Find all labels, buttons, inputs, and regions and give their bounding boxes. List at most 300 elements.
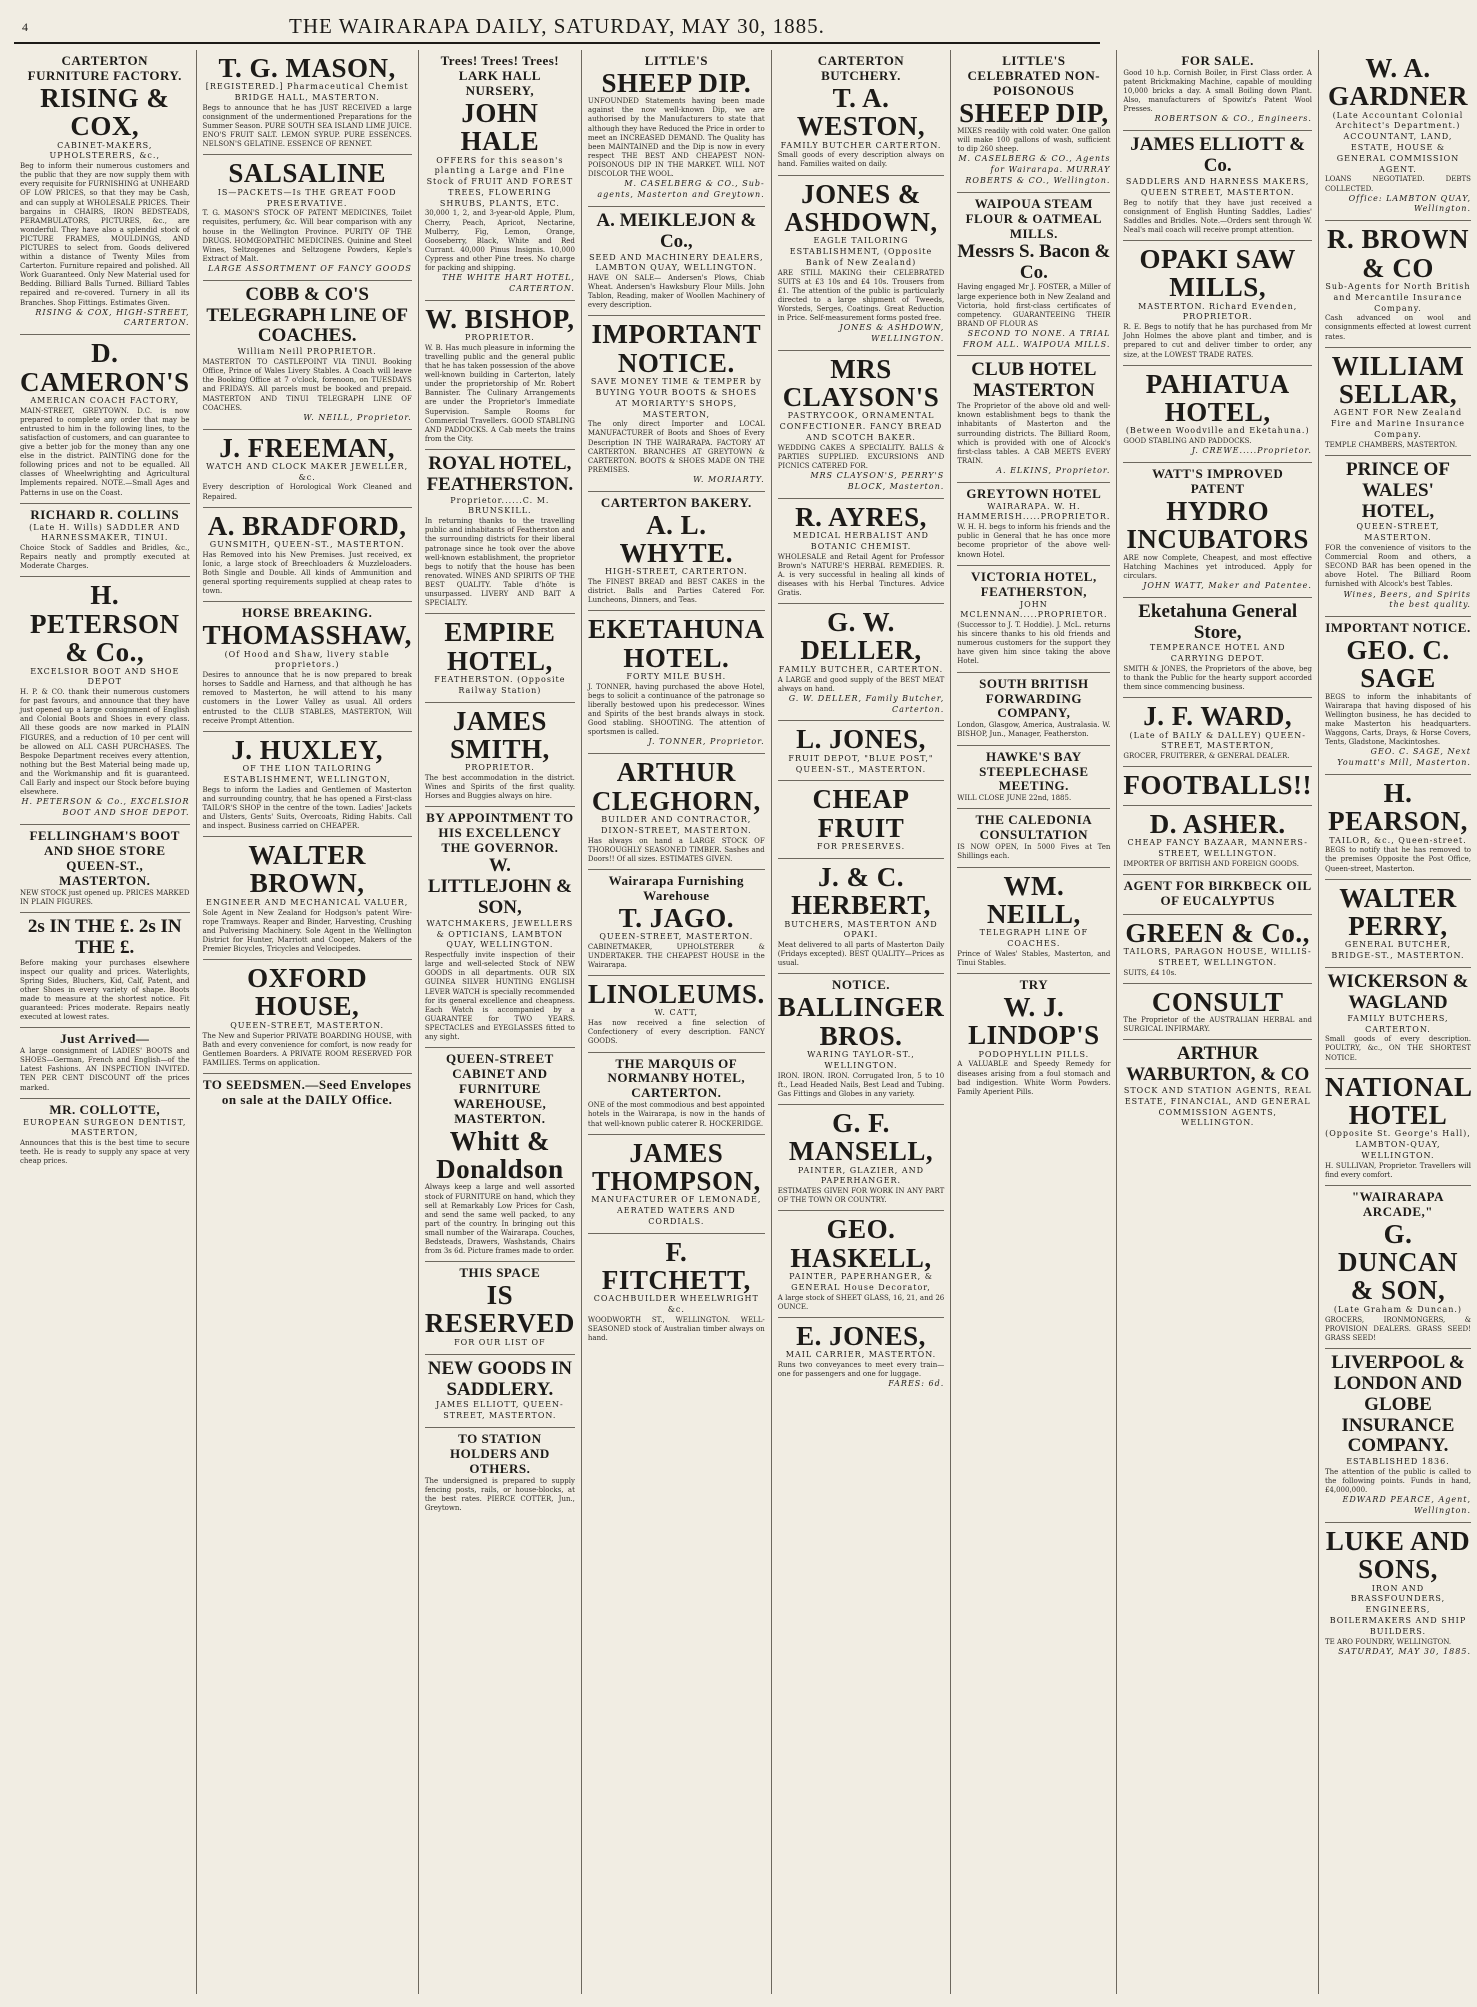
advertisement bbox=[203, 508, 412, 603]
ad-kicker: WATT'S IMPROVED PATENT bbox=[1152, 465, 1284, 496]
ad-subhead: TAILOR, &c., Queen-street. bbox=[1329, 835, 1467, 845]
advertisement bbox=[1325, 348, 1471, 456]
advertisement bbox=[425, 50, 575, 301]
advertisement bbox=[1325, 1069, 1471, 1186]
column-7 bbox=[1117, 50, 1319, 1994]
ad-headline: OXFORD HOUSE, bbox=[247, 963, 368, 1022]
ad-signature: Wines, Beers, and Spirits the best quality. bbox=[1343, 589, 1471, 610]
advertisement bbox=[778, 351, 945, 499]
ad-headline: T. A. WESTON, bbox=[796, 82, 926, 142]
advertisement bbox=[778, 859, 945, 975]
advertisement bbox=[1325, 968, 1471, 1069]
ad-headline: GEO. HASKELL, bbox=[790, 1214, 932, 1273]
ad-subhead: SAVE MONEY TIME & TEMPER by BUYING YOUR BOOTS & SHOES AT MORIARTY'S SHOPS, MASTERTON, bbox=[590, 377, 762, 419]
ad-kicker: AGENT FOR BIRKBECK OIL OF EUCALYPTUS bbox=[1123, 877, 1312, 908]
ad-headline: PRINCE OF WALES' HOTEL, bbox=[1345, 458, 1450, 522]
masthead bbox=[0, 0, 1114, 46]
ad-headline: IS RESERVED bbox=[424, 1280, 575, 1339]
ad-subhead: William Neill PROPRIETOR. bbox=[237, 347, 377, 357]
advertisement bbox=[203, 1074, 412, 1113]
ad-kicker: RICHARD R. COLLINS bbox=[30, 506, 180, 522]
ad-kicker: Just Arrived— bbox=[60, 1031, 150, 1047]
ad-body-text: MASTERTON TO CASTLEPOINT VIA TINUI. Booking Office, Prince of Wales Livery Stables. A Coach will leave the Booking Office at 7 o'clock, forenoon, on TUESDAYS and FRIDAYS. All parcels must be booked and prepaid. MASTERTON AND TINUI TELEGRAPH LINE OF COACHES. bbox=[202, 358, 412, 412]
ad-kicker: CARTERTON BUTCHERY. bbox=[817, 53, 905, 83]
advertisement bbox=[778, 1211, 945, 1317]
ad-signature: M. CASELBERG & CO., Agents for Wairarapa. MURRAY ROBERTS & CO., Wellington. bbox=[958, 154, 1111, 186]
ad-signature: J. CREWE.....Proprietor. bbox=[1191, 446, 1312, 456]
ad-headline: H. PETERSON & Co., bbox=[29, 580, 180, 668]
ad-signature: SECOND TO NONE. A TRIAL FROM ALL. WAIPOUA MILLS. bbox=[962, 328, 1111, 349]
advertisement bbox=[203, 50, 412, 155]
column-3 bbox=[419, 50, 582, 1994]
advertisement bbox=[778, 781, 945, 858]
advertisement bbox=[957, 193, 1110, 357]
ad-headline: NATIONAL HOTEL bbox=[1324, 1071, 1473, 1130]
ad-headline: D. CAMERON'S bbox=[20, 338, 190, 397]
ad-body-text: The Proprietor of the AUSTRALIAN HERBAL and SURGICAL INFIRMARY. bbox=[1123, 1015, 1312, 1034]
advertisement-columns bbox=[14, 50, 1473, 1994]
ad-body-text: H. SULLIVAN, Proprietor. Travellers will find every comfort. bbox=[1324, 1161, 1471, 1179]
ad-kicker: SOUTH BRITISH FORWARDING COMPANY, bbox=[979, 675, 1089, 721]
ad-signature: SATURDAY, MAY 30, 1885. bbox=[1338, 1646, 1471, 1656]
ad-subhead: [REGISTERED.] Pharmaceutical Chemist BRIDGE HALL, MASTERTON. bbox=[205, 82, 409, 103]
ad-subhead: Proprietor......C. M. BRUNSKILL. bbox=[450, 495, 550, 516]
ad-signature: MRS CLAYSON'S, PERRY'S BLOCK, Masterton. bbox=[810, 471, 945, 491]
advertisement bbox=[425, 807, 575, 1048]
advertisement bbox=[425, 1262, 575, 1354]
column-2 bbox=[197, 50, 419, 1994]
ad-subhead: PROPRIETOR. bbox=[464, 333, 535, 343]
ad-headline: Messrs S. Bacon & Co. bbox=[957, 240, 1111, 283]
ad-body-text: A large consignment of LADIES' BOOTS and SHOES—German, French and English—of the Latest Fashions. AN INSPECTION INVITED. TEN PER CENT DISCOUNT off the prices marked. bbox=[20, 1047, 190, 1092]
advertisement bbox=[203, 430, 412, 508]
newspaper-title: THE WAIRARAPA DAILY, SATURDAY, MAY 30, 1885. bbox=[289, 14, 825, 38]
ad-subhead: JOHN MCLENNAN.....PROPRIETOR. bbox=[960, 599, 1108, 620]
ad-signature: A. ELKINS, Proprietor. bbox=[996, 465, 1111, 475]
ad-headline: W. BISHOP, bbox=[425, 303, 575, 334]
ad-kicker: VICTORIA HOTEL, FEATHERSTON, bbox=[970, 568, 1097, 599]
advertisement bbox=[957, 673, 1110, 746]
ad-body-text: Beg to notify that they have just received a consignment of English Hunting Saddles, Ladies' Saddles and Bridles. Note.—Orders sent through W. Neal's mail coach will receive prompt attention. bbox=[1123, 198, 1312, 234]
ad-subhead: QUEEN-STREET, MASTERTON. bbox=[1356, 522, 1440, 543]
ad-kicker: TO STATION HOLDERS AND OTHERS. bbox=[449, 1431, 550, 1476]
ad-body-text: SMITH & JONES, the Proprietors of the above, beg to thank the Public for the hearty support accorded them since commencing business. bbox=[1123, 665, 1312, 692]
ad-headline: ARTHUR WARBURTON, & CO bbox=[1126, 1043, 1310, 1086]
ad-headline: CLUB HOTEL MASTERTON bbox=[971, 359, 1097, 402]
ad-headline: JAMES ELLIOTT & Co. bbox=[1130, 134, 1306, 177]
ad-body-text: The best accommodation in the district. Wines and Spirits of the first quality. Horses and Buggies always on hire. bbox=[424, 773, 575, 801]
advertisement bbox=[957, 746, 1110, 810]
advertisement bbox=[425, 614, 575, 702]
ad-headline: D. ASHER. bbox=[1149, 808, 1286, 839]
ad-headline: E. JONES, bbox=[796, 1320, 926, 1351]
advertisement bbox=[588, 1234, 765, 1349]
ad-signature: JONES & ASHDOWN, WELLINGTON. bbox=[839, 323, 945, 343]
advertisement bbox=[20, 913, 190, 1028]
ad-body-text: WILL CLOSE JUNE 22nd, 1885. bbox=[957, 794, 1072, 803]
advertisement bbox=[20, 50, 190, 335]
ad-body-text: NEW STOCK just opened up. PRICES MARKED IN PLAIN FIGURES. bbox=[20, 888, 190, 906]
ad-headline: IMPORTANT NOTICE. bbox=[591, 319, 762, 378]
ad-body-text: London, Glasgow, America, Australasia. W. BISHOP, Jun., Manager, Featherston. bbox=[957, 721, 1111, 739]
ad-headline: WM. NEILL, bbox=[986, 870, 1081, 929]
ad-subhead: FAMILY BUTCHER, CARTERTON. bbox=[778, 664, 944, 674]
ad-subhead: GUNSMITH, QUEEN-ST., MASTERTON. bbox=[209, 540, 405, 549]
ad-signature: M. CASELBERG & CO., Sub-agents, Masterton and Greytown. bbox=[597, 179, 765, 199]
ad-body-text: The undersigned is prepared to supply fencing posts, rails, or house-blocks, at the best rates. PIERCE COTTER, Jun., Greytown. bbox=[424, 1476, 575, 1513]
advertisement bbox=[1123, 806, 1312, 875]
ad-subhead: FOR OUR LIST OF bbox=[454, 1337, 546, 1347]
ad-headline: G. DUNCAN & SON, bbox=[1337, 1218, 1458, 1306]
ad-headline: RISING & COX, bbox=[40, 82, 170, 142]
ad-subhead: SADDLERS AND HARNESS MAKERS, QUEEN STREET, MASTERTON. bbox=[1125, 176, 1310, 197]
advertisement bbox=[957, 974, 1110, 1102]
advertisement bbox=[778, 604, 945, 721]
advertisement bbox=[203, 837, 412, 960]
ad-headline: A. MEIKLEJON & Co., bbox=[596, 209, 757, 252]
ad-body-text: WHOLESALE and Retail Agent for Professor Brown's NATURE'S HERBAL REMEDIES. R. A. is very successful in healing all kinds of diseases with his Herbal Tinctures. Advice Gratis. bbox=[777, 552, 945, 598]
ad-kicker: LITTLE'S CELEBRATED NON-POISONOUS bbox=[967, 53, 1101, 98]
ad-body-text: Has Removed into his New Premises. Just received, ex Ionic, a large stock of Breechloaders & Muzzleloaders. Both Single and Double. All kinds of Ammunition and general sporting requirements supplied at cheap rates to town. bbox=[202, 550, 412, 596]
ad-body-text: TEMPLE CHAMBERS, MASTERTON. bbox=[1324, 440, 1458, 449]
ad-subhead: PROPRIETOR. bbox=[464, 763, 535, 773]
ad-kicker: Wairarapa Furnishing Warehouse bbox=[608, 872, 744, 903]
ad-subhead: QUEEN-STREET, MASTERTON. bbox=[230, 1020, 385, 1030]
ad-signature: G. W. DELLER, Family Butcher, Carterton. bbox=[788, 693, 945, 714]
ad-kicker: THE CALEDONIA CONSULTATION bbox=[975, 812, 1093, 843]
advertisement bbox=[203, 732, 412, 837]
advertisement bbox=[778, 176, 945, 351]
ad-subhead: TEMPERANCE HOTEL AND CARRYING DEPOT. bbox=[1149, 643, 1286, 664]
ad-kicker: NOTICE. bbox=[831, 977, 891, 993]
ad-subhead: MEDICAL HERBALIST AND BOTANIC CHEMIST. bbox=[793, 531, 929, 551]
ad-headline: THOMASSHAW, bbox=[202, 620, 412, 651]
ad-body-text: GOOD STABLING AND PADDOCKS. bbox=[1123, 437, 1252, 446]
ad-signature: THE WHITE HART HOTEL, CARTERTON. bbox=[442, 273, 575, 293]
ad-body-text: Having engaged Mr J. FOSTER, a Miller of large experience both in New Zealand and Victoria, hold first-class certificates of competency. GUARANTEEING THEIR BRAND OF FLOUR AS bbox=[957, 283, 1111, 328]
ad-headline: A. BRADFORD, bbox=[207, 510, 407, 541]
ad-headline: BALLINGER BROS. bbox=[777, 992, 945, 1051]
ad-body-text: Begs to inform the Ladies and Gentlemen of Masterton and surrounding country, that he has opened a First-class TAILOR'S SHOP in the centre of the town. Ladies' Jackets and Ulsters, Gents' Suits, Overcoats, Riding Habits. Call and inspect. Business carried on CHEAPER. bbox=[202, 785, 412, 831]
ad-subhead: FOR PRESERVES. bbox=[816, 842, 906, 852]
ad-kicker: MR. COLLOTTE, bbox=[49, 1101, 161, 1117]
ad-headline: PAHIATUA HOTEL, bbox=[1145, 368, 1290, 427]
ad-body-text: UNFOUNDED Statements having been made against the now well-known Dip, we are authorised by the Manufacturers to state that although they have Reduced the Price in order to meet an INCREASED DEMAND. The Quality has been MAINTAINED and the Dip is now in every respect THE BEST AND CHEAPEST NON-POISONOUS DIP IN THE MARKET. WILL NOT DISCOLOR THE WOOL. bbox=[587, 97, 765, 179]
ad-headline: LINOLEUMS. bbox=[587, 979, 765, 1010]
ad-kicker: LARK HALL NURSERY, bbox=[458, 67, 541, 98]
ad-headline: R. BROWN & CO bbox=[1326, 224, 1469, 283]
ad-headline: A. L. WHYTE. bbox=[619, 509, 733, 568]
ad-subhead: SEED AND MACHINERY DEALERS, LAMBTON QUAY, WELLINGTON. bbox=[589, 252, 764, 273]
ad-headline: Whitt & Donaldson bbox=[436, 1125, 564, 1185]
ad-kicker: CARTERTON BAKERY. bbox=[600, 494, 752, 510]
ad-body-text: GROCER, FRUITERER, & GENERAL DEALER. bbox=[1123, 752, 1290, 761]
ad-body-text: FOR the convenience of visitors to the Commercial Room and others, a SECOND BAR has been opened in the above Hotel. The Billiard Room furnished with Alcock's best Tables. bbox=[1324, 544, 1471, 589]
advertisement bbox=[1123, 875, 1312, 915]
ad-body-text: In returning thanks to the travelling public and inhabitants of Featherston and the surrounding districts for their liberal patronage since he took over the above well-known establishment, the proprietor begs to notify that the house has been renovated. WINES AND SPIRITS OF THE BEST QUALITY. Table d'hôte is unsurpassed. LIVERY AND BAIT A SPECIALTY. bbox=[424, 517, 575, 608]
column-6 bbox=[951, 50, 1117, 1994]
ad-subhead: FEATHERSTON. (Opposite Railway Station) bbox=[434, 674, 566, 695]
ad-body-text: Meat delivered to all parts of Masterton Daily (Fridays excepted). BEST QUALITY—Prices as usual. bbox=[777, 941, 945, 968]
ad-body-text: W. H. H. begs to inform his friends and the public in General that he has once more become proprietor of the above well-known Hotel. bbox=[957, 523, 1111, 559]
ad-headline: NEW GOODS IN SADDLERY. bbox=[427, 1357, 573, 1400]
ad-subhead: CABINET-MAKERS, UPHOLSTERERS, &c., bbox=[49, 140, 160, 161]
ad-subhead: COACHBUILDER WHEELWRIGHT &c. bbox=[593, 1294, 759, 1315]
ad-subhead: Sub-Agents for North British and Mercantile Insurance Company. bbox=[1325, 281, 1471, 313]
advertisement bbox=[203, 960, 412, 1074]
ad-headline: W. A. GARDNER bbox=[1327, 53, 1468, 112]
ad-subhead: PAINTER, PAPERHANGER, & GENERAL House Decorator, bbox=[789, 1272, 933, 1292]
page-folio: 4 bbox=[22, 20, 28, 34]
ad-body-text: (Successor to J. T. Hoddie). J. McL. returns his sincere thanks to his old friends and numerous customers for the support they have given him since taking the above Hotel. bbox=[957, 621, 1111, 666]
ad-subhead: (Between Woodville and Eketahuna.) bbox=[1125, 426, 1310, 436]
ad-body-text: Sole Agent in New Zealand for Hodgson's patent Wire-rope Tramways. Reaper and Binder, Harvesting, Crushing and Pulverising Machinery. Sole Agent in the Wellington District for Hunter, Marriott and Cooper, Makers of the Premier Bicycles, Tricycles and Velocipedes. bbox=[202, 908, 412, 953]
ad-body-text: IRON. IRON. IRON. Corrugated Iron, 5 to 10 ft., Lead Headed Nails, Best Lead and Tubing. Gas Fittings and Globes in any variety. bbox=[777, 1071, 945, 1098]
ad-subhead: WARING TAYLOR-ST., WELLINGTON. bbox=[807, 1050, 915, 1070]
advertisement bbox=[425, 703, 575, 808]
advertisement bbox=[425, 1048, 575, 1262]
ad-body-text: BEGS to notify that he has removed to the premises Opposite the Post Office, Queen-street, Masterton. bbox=[1324, 846, 1471, 873]
ad-kicker: THE MARQUIS OF NORMANBY HOTEL, CARTERTON. bbox=[607, 1055, 746, 1101]
ad-body-text: GROCERS, IRONMONGERS, & PROVISION DEALERS. GRASS SEED! GRASS SEED! bbox=[1324, 1315, 1471, 1342]
ad-headline: 2s IN THE £. 2s IN THE £. bbox=[27, 915, 182, 958]
ad-body-text: Before making your purchases elsewhere inspect our quality and prices. Waterlights, Spring Sides, Bluchers, Kid, Calf, Patent, and other Shoes in every variety of shape. Boots made to measure at the shortest notice. Fit guaranteed: Prices moderate. Repairs neatly executed at lowest rates. bbox=[20, 958, 190, 1022]
ad-headline: W. LITTLEJOHN & SON, bbox=[427, 855, 572, 918]
ad-body-text: Small goods of every description. POULTRY, &c., ON THE SHORTEST NOTICE. bbox=[1324, 1035, 1471, 1062]
advertisement bbox=[20, 1028, 190, 1098]
ad-body-text: Beg to inform their numerous customers and the public that they are now supply them with every requisite for FURNISHING at UNHEARD OF LOW PRICES, so that they may be Cash, and can supply at WHOLESALE PRICES. Their bargains in CHAIRS, IRON BEDSTEADS, PERAMBULATORS, PICTURES, &c., are wonderful. They have also a splendid stock of PICTURE FRAMES, MOULDINGS, AND PICTURES to select from. Goods delivered within a distance of Twenty Miles from Carterton. Furniture repaired and polished. All Work Guaranteed. Only New Material used for Bedding. Billiard Balls Turned. Billiard Tables repaired and re-covered. Turnery in all its Branches. Shop Fittings. Estimates Given. bbox=[20, 162, 190, 307]
ad-body-text: WOODWORTH ST., WELLINGTON. WELL-SEASONED stock of Australian timber always on hand. bbox=[587, 1315, 765, 1343]
ad-body-text: ARE now Complete, Cheapest, and most effective Hatching Machines yet introduced. Apply for circulars. bbox=[1123, 553, 1312, 580]
column-4 bbox=[582, 50, 772, 1994]
ad-subhead: CHEAP FANCY BAZAAR, MANNERS-STREET, WELLINGTON. bbox=[1127, 838, 1308, 858]
advertisement bbox=[588, 754, 765, 870]
ad-headline: ARTHUR CLEGHORN, bbox=[591, 757, 761, 816]
ad-kicker: HAWKE'S BAY STEEPLECHASE MEETING. bbox=[979, 748, 1089, 794]
ad-headline: JAMES THOMPSON, bbox=[591, 1137, 761, 1196]
ad-subhead: OF THE LION TAILORING ESTABLISHMENT, WELLINGTON, bbox=[223, 764, 391, 784]
ad-headline: WALTER BROWN, bbox=[248, 840, 366, 899]
ad-signature: RISING & COX, HIGH-STREET, CARTERTON. bbox=[35, 307, 190, 328]
advertisement bbox=[1325, 617, 1471, 775]
advertisement bbox=[1123, 698, 1312, 767]
ad-body-text: Desires to announce that he is now prepared to break horses to Saddle and Harness, and that although he has removed to Masterton, he will attend to his many customers in the Lower Valley as usual. All orders entrusted to the CLUB STABLES, MASTERTON, Will receive Prompt Attention. bbox=[202, 671, 412, 725]
ad-headline: J. & C. HERBERT, bbox=[791, 861, 931, 921]
advertisement bbox=[1325, 221, 1471, 347]
ad-subhead: EUROPEAN SURGEON DENTIST, MASTERTON, bbox=[23, 1117, 187, 1138]
ad-body-text: MAIN-STREET, GREYTOWN. D.C. is now prepared to complete any order that may be entrusted to him in the following lines, to the satisfaction of customers, and can guarantee to give a better job for the money than any one else in the district. PAINTING done for the following prices and not to be equalled. All classes of Wheelwrighting and Agricultural Implements repaired. NOTE.—Small Ages and Patterns in use on the Coast. bbox=[20, 406, 190, 497]
ad-subhead: (Late Accountant Colonial Architect's Department.) ACCOUNTANT, LAND, ESTATE, HOUSE & GENERAL COMMISSION AGENT. bbox=[1332, 110, 1464, 174]
ad-headline: HYDRO INCUBATORS bbox=[1126, 495, 1309, 555]
ad-subhead: AMERICAN COACH FACTORY, bbox=[30, 395, 180, 405]
ad-body-text: LOANS NEGOTIATED. DEBTS COLLECTED. bbox=[1324, 175, 1471, 193]
ad-signature: W. MORIARTY. bbox=[693, 474, 765, 484]
ad-body-text: SUITS, £4 10s. bbox=[1123, 968, 1177, 977]
ad-subhead: (Of Hood and Shaw, livery stable proprietors.) bbox=[224, 649, 390, 670]
advertisement bbox=[778, 721, 945, 781]
ad-body-text: 30,000 1, 2, and 3-year-old Apple, Plum, Cherry, Peach, Apricot, Nectarine, Mulberry, Fig, Lemon, Orange, Gooseberry, Black, White and Red Currant. 40,000 Pinus Insignis. 10,000 Cypress and other Pine trees. No charge for packing and shipping. bbox=[424, 209, 575, 273]
advertisement bbox=[1325, 50, 1471, 221]
advertisement bbox=[588, 1053, 765, 1135]
ad-subhead: HIGH-STREET, CARTERTON. bbox=[604, 567, 748, 577]
ad-subhead: BUILDER AND CONTRACTOR, DIXON-STREET, MASTERTON. bbox=[601, 814, 752, 835]
advertisement bbox=[1123, 366, 1312, 463]
advertisement bbox=[1123, 767, 1312, 805]
ad-headline: W. J. LINDOP'S bbox=[968, 991, 1100, 1051]
ad-body-text: Choice Stock of Saddles and Bridles, &c., Repairs neatly and promptly executed at Moderate Charges. bbox=[20, 544, 190, 571]
ad-subhead: EXCELSIOR BOOT AND SHOE DEPOT bbox=[30, 666, 180, 687]
ad-signature: LARGE ASSORTMENT OF FANCY GOODS bbox=[208, 263, 412, 273]
ad-headline: R. AYRES, bbox=[795, 501, 927, 532]
ad-body-text: Has now received a fine selection of Confectionery of every description. FANCY GOODS. bbox=[587, 1019, 765, 1046]
advertisement bbox=[588, 50, 765, 207]
ad-subhead: PASTRYCOOK, ORNAMENTAL CONFECTIONER. FANCY BREAD AND SCOTCH BAKER. bbox=[779, 411, 943, 443]
ad-kicker: GREYTOWN HOTEL bbox=[966, 485, 1102, 501]
masthead-rule bbox=[14, 42, 1100, 44]
ad-body-text: ESTIMATES GIVEN FOR WORK IN ANY PART OF THE TOWN OR COUNTRY. bbox=[777, 1187, 945, 1205]
ad-signature: W. NEILL, Proprietor. bbox=[303, 412, 412, 422]
ad-subhead: OFFERS for this season's planting a Large and Fine Stock of FRUIT AND FOREST TREES, FLOWERING SHRUBS, PLANTS, ETC. bbox=[426, 155, 574, 208]
ad-subhead: (Opposite St. George's Hall), LAMBTON-QUAY, WELLINGTON. bbox=[1325, 1129, 1471, 1160]
advertisement bbox=[1123, 598, 1312, 699]
ad-headline: WALTER PERRY, bbox=[1339, 882, 1457, 941]
ad-body-text: Every description of Horological Work Cleaned and Repaired. bbox=[202, 483, 412, 501]
ad-subhead: FAMILY BUTCHERS, CARTERTON. bbox=[1347, 1013, 1449, 1034]
ad-body-text: Good 10 h.p. Cornish Boiler, in First Class order. A patent Brickmaking Machine, capable of moulding 10,000 bricks a day. A small Boiling down Plant. Also, manufacturers of Spowitz's Patent Wool Presses. bbox=[1123, 68, 1312, 114]
ad-subhead: MASTERTON. Richard Evenden, PROPRIETOR. bbox=[1138, 301, 1298, 322]
ad-subhead: EAGLE TAILORING ESTABLISHMENT, (Opposite Bank of New Zealand) bbox=[789, 236, 933, 267]
advertisement bbox=[957, 868, 1110, 974]
ad-body-text: Announces that this is the best time to secure teeth. He is ready to supply any space at very cheap prices. bbox=[20, 1139, 190, 1166]
advertisement bbox=[1325, 775, 1471, 880]
ad-body-text: Runs two conveyances to meet every train—one for passengers and one for luggage. bbox=[777, 1360, 945, 1379]
ad-body-text: H. P. & CO. thank their numerous customers for past favours, and announce that they have just opened up a large consignment of English and Colonial Boots and Shoes in every class. All these goods are now marked in PLAIN FIGURES, and a reduction of 10 per cent will be allowed on ALL CASH PURCHASES. The Bespoke Department receives every attention, nothing but the Best Material being made up, and the Workmanship and fit is guaranteed. Call Early and inspect our Stock before buying elsewhere. bbox=[20, 688, 190, 797]
ad-headline: J. HUXLEY, bbox=[231, 734, 384, 765]
ad-kicker: "WAIRARAPA ARCADE," bbox=[1351, 1188, 1445, 1219]
advertisement bbox=[957, 809, 1110, 867]
advertisement bbox=[957, 356, 1110, 482]
ad-body-text: MIXES readily with cold water. One gallon will make 100 gallons of wash, sufficient to dip 260 sheep. bbox=[957, 127, 1111, 154]
ad-headline: J. FREEMAN, bbox=[219, 432, 396, 463]
ad-body-text: IMPORTER OF BRITISH AND FOREIGN GOODS. bbox=[1123, 859, 1299, 868]
ad-kicker: CARTERTON FURNITURE FACTORY. bbox=[27, 53, 182, 83]
ad-signature: GEO. C. SAGE, Next Youmatt's Mill, Masterton. bbox=[1337, 747, 1471, 768]
ad-subhead: FAMILY BUTCHER CARTERTON. bbox=[780, 140, 942, 150]
ad-headline: LIVERPOOL & LONDON AND GLOBE INSURANCE COMPANY. bbox=[1331, 1351, 1465, 1457]
advertisement bbox=[588, 316, 765, 491]
advertisement bbox=[588, 611, 765, 754]
ad-headline: F. FITCHETT, bbox=[601, 1236, 751, 1296]
ad-body-text: Prince of Wales' Stables, Masterton, and Tinui Stables. bbox=[957, 949, 1111, 967]
advertisement bbox=[778, 50, 945, 176]
advertisement bbox=[1123, 241, 1312, 366]
ad-headline: T. JAGO. bbox=[618, 902, 734, 933]
ad-subhead: GENERAL BUTCHER, BRIDGE-ST., MASTERTON. bbox=[1331, 940, 1465, 961]
ad-body-text: A LARGE and good supply of the BEST MEAT always on hand. bbox=[777, 675, 945, 693]
ad-kicker: QUEEN-ST., MASTERTON. bbox=[59, 857, 151, 888]
ad-kicker: QUEEN-STREET CABINET AND FURNITURE WAREHOUSE, MASTERTON. bbox=[445, 1051, 554, 1126]
ad-body-text: TE ARO FOUNDRY, WELLINGTON. bbox=[1324, 1637, 1452, 1646]
ad-signature: Office: LAMBTON QUAY, Wellington. bbox=[1348, 193, 1471, 214]
ad-body-text: A large stock of SHEET GLASS, 16, 21, and 26 OUNCE. bbox=[777, 1293, 945, 1311]
advertisement bbox=[203, 602, 412, 731]
ad-subhead: (Late of BAILY & DALLEY) QUEEN-STREET, MASTERTON, bbox=[1129, 730, 1306, 751]
ad-body-text: The only direct Importer and LOCAL MANUFACTURER of Boots and Shoes of Every Description IN THE WAIRARAPA. FACTORY AT CARTERTON. BRANCHES AT GREYTOWN & CARTERTON. BOOTS & SHOES MADE ON THE PREMISES. bbox=[587, 420, 765, 474]
ad-body-text: A VALUABLE and Speedy Remedy for diseases arising from a foul stomach and bad indigestion. White Worm Powders. Family Aperient Pills. bbox=[957, 1060, 1111, 1096]
column-5 bbox=[772, 50, 952, 1994]
ad-subhead: WATCH AND CLOCK MAKER JEWELLER, &c. bbox=[206, 461, 409, 482]
ad-body-text: Always keep a large and well assorted stock of FURNITURE on hand, which they sell at Remarkably Low Prices for Cash, and send the same well packed, to any part of the country. In bringing out this small number of the Wairarapa. Couches, Bedsteads, Drawers, Washstands, Chairs from 3s 6d. Picture frames made to order. bbox=[424, 1183, 575, 1256]
ad-body-text: Respectfully invite inspection of their large and well-selected Stock of NEW GOODS in all departments. OUR SIX GUINEA SILVER HUNTING ENGLISH LEVER WATCH is specially recommended for its general excellence and cheapness. Each Watch is accompanied by a GUARANTEE for TWO YEARS. SPECTACLES and EYEGLASSES fitted to any sight. bbox=[424, 951, 575, 1041]
ad-subhead: QUEEN-STREET, MASTERTON. bbox=[599, 932, 754, 942]
advertisement bbox=[588, 976, 765, 1052]
ad-headline: MRS CLAYSON'S bbox=[782, 353, 940, 413]
ad-signature: FARES: 6d. bbox=[888, 1379, 945, 1389]
ad-body-text: ARE STILL MAKING their CELEBRATED SUITS at £3 10s and £4 10s. Trousers from £1. The attention of the public is particularly directed to a large shipment of Tweeds, Worsteds, Serges, Coatings. Great Reduction in Price. Self-measurement forms posted free. bbox=[777, 268, 945, 323]
advertisement bbox=[203, 155, 412, 280]
ad-body-text: IS NOW OPEN, In 5000 Fives at Ten Shillings each. bbox=[957, 843, 1111, 861]
ad-subhead: MAIL CARRIER, MASTERTON. bbox=[785, 1350, 937, 1360]
ad-kicker: TRY bbox=[1019, 977, 1049, 992]
ad-subhead: FORTY MILE BUSH. bbox=[626, 672, 727, 682]
advertisement bbox=[588, 870, 765, 976]
ad-kicker: FELLINGHAM'S BOOT AND SHOE STORE bbox=[29, 827, 180, 858]
ad-subhead: IS—PACKETS—Is THE GREAT FOOD PRESERVATIVE. bbox=[217, 187, 397, 208]
ad-headline: H. PEARSON, bbox=[1328, 777, 1468, 837]
advertisement bbox=[1123, 463, 1312, 598]
advertisement bbox=[1325, 1349, 1471, 1523]
ad-headline: CONSULT bbox=[1151, 986, 1284, 1017]
ad-kicker: WAIPOUA STEAM FLOUR & OATMEAL MILLS. bbox=[965, 195, 1103, 241]
ad-signature: J. TONNER, Proprietor. bbox=[648, 737, 765, 747]
advertisement bbox=[1325, 1186, 1471, 1349]
advertisement bbox=[957, 50, 1110, 193]
advertisement bbox=[1123, 1040, 1312, 1134]
ad-headline: CHEAP FRUIT bbox=[812, 784, 910, 843]
ad-subhead: WAIRARAPA. W. H. HAMMERISH.....PROPRIETOR. bbox=[957, 501, 1111, 522]
ad-headline: SHEEP DIP, bbox=[959, 97, 1109, 128]
ad-headline: WILLIAM SELLAR, bbox=[1331, 350, 1465, 409]
ad-subhead: ESTABLISHED 1836. bbox=[1346, 1457, 1450, 1467]
ad-headline: SHEEP DIP. bbox=[601, 67, 752, 98]
ad-subhead: (Late Graham & Duncan.) bbox=[1333, 1304, 1463, 1314]
ad-signature: JOHN WATT, Maker and Patentee. bbox=[1143, 580, 1312, 590]
ad-subhead: FRUIT DEPOT, "BLUE POST," QUEEN-ST., MASTERTON. bbox=[788, 753, 934, 774]
ad-kicker: Trees! Trees! Trees! bbox=[440, 53, 560, 68]
advertisement bbox=[1123, 984, 1312, 1041]
ad-headline: ROYAL HOTEL, FEATHERSTON. bbox=[426, 452, 574, 495]
advertisement bbox=[425, 301, 575, 450]
ad-headline: JONES & ASHDOWN, bbox=[784, 178, 938, 237]
advertisement bbox=[20, 577, 190, 824]
ad-body-text: Begs to announce that he has JUST RECEIVED a large consignment of the undermentioned Preparations for the Summer Season. PURE SOUTH SEA ISLAND LIME JUICE. ENO'S FRUIT SALT. LEMON SYRUP. PURE ESSENCES. NELSON'S GELATINE. ESSENCE OF RENNET. bbox=[202, 103, 412, 149]
ad-headline: G. W. DELLER, bbox=[800, 607, 922, 666]
ad-body-text: Cash advanced on wool and consignments effected at lowest current rates. bbox=[1324, 314, 1471, 341]
ad-headline: EKETAHUNA HOTEL. bbox=[588, 614, 765, 673]
ad-headline: Eketahuna General Store, bbox=[1138, 600, 1298, 643]
ad-kicker: HORSE BREAKING. bbox=[242, 605, 373, 621]
ad-subhead: JAMES ELLIOTT, QUEEN-STREET, MASTERTON. bbox=[436, 1400, 564, 1421]
ad-body-text: CABINETMAKER, UPHOLSTERER & UNDERTAKER. THE CHEAPEST HOUSE in the Wairarapa. bbox=[587, 942, 765, 970]
ad-body-text: Small goods of every description always on hand. Families waited on daily. bbox=[777, 151, 945, 169]
advertisement bbox=[778, 974, 945, 1105]
ad-body-text: ONE of the most commodious and best appointed hotels in the Wairarapa, is now in the hands of that well-known public caterer R. HOCKERIDGE. bbox=[587, 1101, 765, 1128]
ad-headline: GREEN & Co., bbox=[1125, 917, 1310, 948]
ad-headline: OPAKI SAW MILLS, bbox=[1139, 243, 1296, 303]
ad-body-text: Has always on hand a LARGE STOCK OF THOROUGHLY SEASONED TIMBER. Sashes and Doors!! Of all sizes. ESTIMATES GIVEN. bbox=[587, 836, 765, 863]
advertisement bbox=[778, 1318, 945, 1395]
ad-body-text: WEDDING CAKES A SPECIALITY. BALLS & PARTIES SUPPLIED. EXCURSIONS AND PICNICS CATERED FOR. bbox=[777, 443, 945, 471]
